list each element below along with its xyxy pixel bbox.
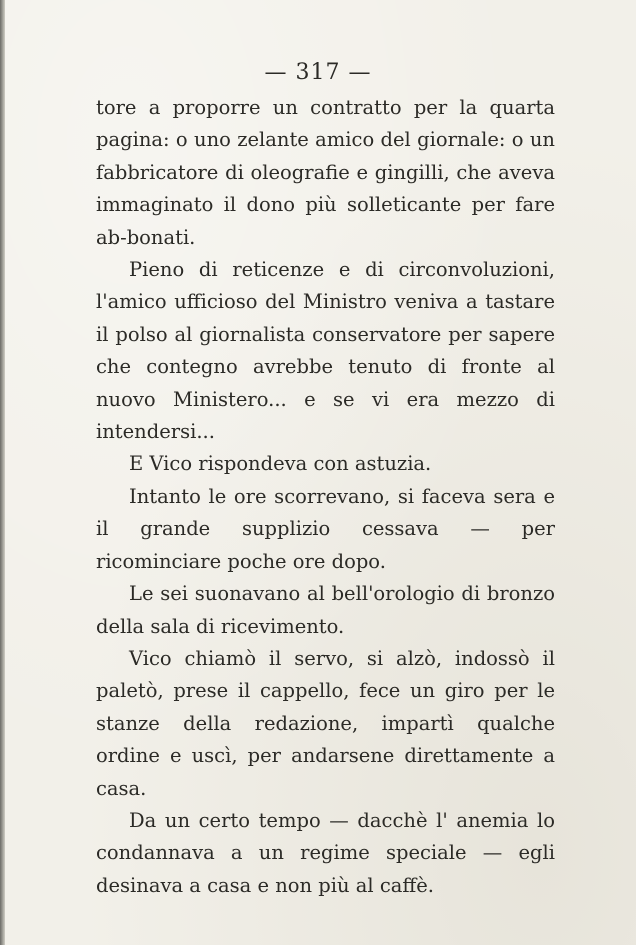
paragraph: Pieno di reticenze e di circonvoluzioni, l'amico ufficioso del Ministro veniva a tastare il polso al giornalista conservatore per sapere che contegno avrebbe tenuto di fronte al nuovo Ministero... e se vi era mezzo di intendersi...: [96, 258, 555, 444]
paragraph: Vico chiamò il servo, si alzò, indossò il paletò, prese il cappello, fece un giro per le stanze della redazione, impartì qualche ordine e uscì, per andarsene direttamente a casa.: [96, 646, 555, 800]
paragraph: Le sei suonavano al bell'orologio di bronzo della sala di ricevimento.: [96, 582, 555, 638]
paragraph: tore a proporre un contratto per la quarta pagina: o uno zelante amico del giornale: o un fabbricatore di oleografie e gingilli, che aveva immaginato il dono più solleticante per fare ab-bonati.: [96, 96, 555, 249]
page-edge-shadow: [0, 0, 5, 945]
paragraph: Intanto le ore scorrevano, si faceva sera e il grande supplizio cessava — per ricominciare poche ore dopo.: [96, 484, 555, 573]
body-text: [96, 92, 555, 902]
page-number: — 317 —: [264, 60, 372, 85]
paragraph: E Vico rispondeva con astuzia.: [129, 452, 432, 476]
paragraph: Da un certo tempo — dacchè l' anemia lo condannava a un regime speciale — egli desinava a casa e non più al caffè.: [96, 808, 555, 897]
